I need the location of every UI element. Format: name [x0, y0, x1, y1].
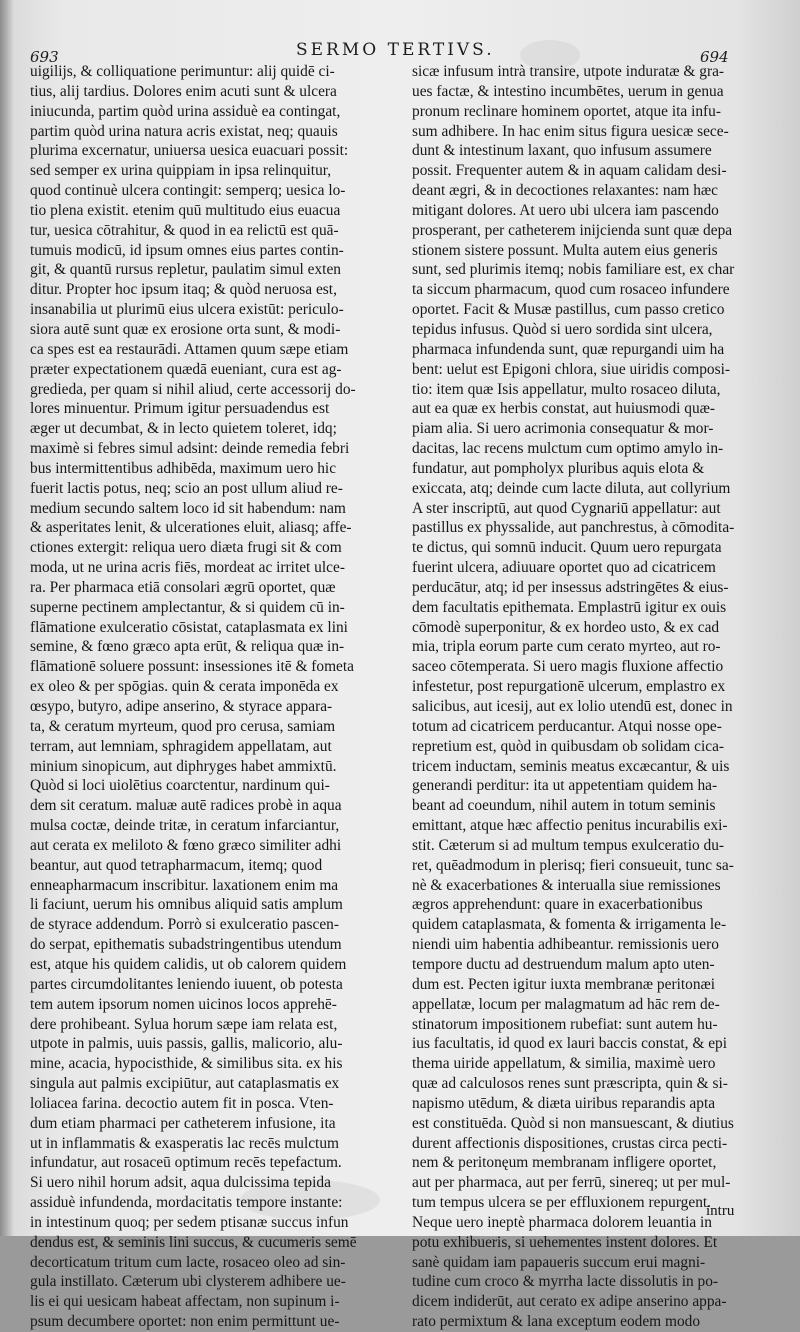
- text-line: durent affectionis dispositiones, crustas circa pecti-: [412, 1134, 728, 1152]
- text-line: napismo utēdum, & diæta uiribus reparandis apta: [412, 1094, 716, 1112]
- text-line: fundatur, aut pompholyx pluribus aquis elota &: [412, 459, 705, 477]
- text-line: flāmationē soluere possunt: insessiones itē & fometa: [30, 658, 354, 676]
- text-line: mulsa coctæ, deinde tritæ, in ceratum infarciantur,: [30, 817, 340, 835]
- text-line: uigilijs, & colliquatione perimuntur: alij quidē ci-: [30, 63, 335, 80]
- text-line: aut cerata ex meliloto & fœno græco similiter adhi: [30, 836, 342, 854]
- text-line: thema uiride appellatum, & similia, maximè uero: [412, 1055, 716, 1073]
- text-line: oportet. Facit & Musæ pastillus, cum passo cretico: [412, 301, 725, 319]
- text-line: ca spes est ea restaurādi. Attamen quum sæpe etiam: [30, 340, 349, 358]
- text-line: tempore ductu ad destruendum malum apto uten-: [412, 955, 715, 973]
- text-line: dem sit ceratum. maluæ autē radices probè in aqua: [30, 797, 342, 815]
- text-line: prosperant, per catheterem inijcienda sunt quæ depa: [412, 221, 733, 239]
- text-line: utpote in palmis, uuis passis, gallis, malicorio, alu-: [30, 1035, 343, 1053]
- text-line: ditur. Propter hoc ipsum itaq; & quòd neruosa est,: [30, 281, 337, 299]
- text-line: decorticatum tritum cum lacte, rosaceo oleo ad sin-: [30, 1253, 346, 1271]
- text-line: nem & peritonęum membranam infligere oportet,: [412, 1154, 717, 1172]
- text-line: do serpat, epithematis subadstringentibus utendum: [30, 936, 342, 954]
- text-line: aut per pharmaca, aut per ferrū, sinereq; ut per mul-: [412, 1174, 731, 1192]
- text-line: de styrace addendum. Porrò si exulceratio pascen-: [30, 916, 339, 934]
- text-line: quidem cataplasmata, & fomenta & irrigamenta le-: [412, 916, 727, 934]
- text-line: saceo cōtemperata. Si uero magis fluxione affectio: [412, 658, 724, 676]
- text-line: plurima excernatur, uniuersa uesica euacuari possit:: [30, 142, 349, 160]
- text-line: tur, uesica cōtrahitur, & quod in ea relictū est quā-: [30, 221, 339, 239]
- text-line: aut ea quæ ex herbis constat, aut huiusmodi quæ-: [412, 400, 716, 418]
- text-line: stionem sistere possunt. Multa autem eius generis: [412, 241, 718, 259]
- text-line: dum est. Pecten igitur iuxta membranæ peritonæi: [412, 975, 716, 993]
- text-line: & asperitates lenit, & ulcerationes eluit, aliasq; affe-: [30, 519, 352, 537]
- text-line: mine, acacia, hypocisthide, & similibus sita. ex his: [30, 1055, 343, 1073]
- text-line: stinatorum impositionem rubefiat: sunt autem hu-: [412, 1015, 718, 1033]
- text-line: gula instillato. Cæterum ubi clysterem adhibere ue-: [30, 1273, 346, 1291]
- text-line: beant ad coeundum, nihil autem in totum seminis: [412, 797, 716, 815]
- text-line: medium secundo saltem loco id sit habendum: nam: [30, 499, 346, 517]
- text-line: maximè si febres simul adsint: deinde remedia febri: [30, 440, 350, 458]
- text-line: assiduè infundenda, mordacitatis tempore instante:: [30, 1194, 343, 1212]
- text-line: dem facultatis epithemata. Emplastrū igitur ex ouis: [412, 598, 727, 616]
- text-line: totum ad cicatricem perducantur. Atqui nosse ope-: [412, 717, 722, 735]
- text-line: sunt, sed plurimis itemq; nobis familiare est, ex char: [412, 261, 735, 279]
- text-line: terram, aut lemniam, sphragidem appellatam, aut: [30, 737, 332, 755]
- text-line: sed semper ex urina quippiam in ipsa relinquitur,: [30, 162, 332, 180]
- text-line: ius facultatis, id quod ex lauri baccis constat, & epi: [412, 1035, 727, 1053]
- text-line: rato permixtum & lana exceptum eodem modo: [412, 1313, 701, 1331]
- text-line: siora autē sunt quæ ex erosione orta sunt, & modi-: [30, 320, 341, 338]
- text-line: moda, ut ne urina acris fiēs, mordeat ac irritet ulce-: [30, 559, 345, 577]
- text-line: cōmodè superponitur, & ex hordeo usto, & ex cad: [412, 618, 720, 636]
- text-line: tudine cum croco & myrrha lacte dissolutis in po-: [412, 1273, 719, 1291]
- text-line: flāmatione exulceratio cōsistat, cataplasmata ex lini: [30, 618, 348, 636]
- text-line: enneapharmacum inscribitur. laxationem enim ma: [30, 876, 339, 894]
- catchword: intru: [706, 1203, 735, 1219]
- text-line: ra. Per pharmaca etiā consolari ægrū oportet, quæ: [30, 578, 336, 596]
- text-line: tricem inductam, seminis meatus excæcantur, & uis: [412, 757, 730, 775]
- text-line: tio plena existit. etenim quū multitudo eius euacua: [30, 201, 341, 219]
- text-line: ex oleo & per spōgias. quin & cerata imponēda ex: [30, 678, 339, 696]
- text-line: superne pectinem amplectantur, & si quidem cū in-: [30, 598, 345, 616]
- text-line: tem autem ipsorum nomen uicinos locos apprehē-: [30, 995, 337, 1013]
- text-line: in intestinum quoq; per sedem ptisanæ succus infun: [30, 1213, 349, 1231]
- text-line: insanabilia ut plurimū eius ulcera existūt: periculo-: [30, 301, 344, 319]
- text-line: ues factæ, & intestino incumbētes, uerum in genua: [412, 82, 724, 100]
- text-line: sanè quidam iam papaueris succum erui magni-: [412, 1253, 706, 1271]
- text-line: mia, tripla eorum parte cum cerato myrteo, aut ro-: [412, 638, 721, 656]
- running-header: [0, 38, 800, 64]
- text-line: pronum reclinare hominem oportet, atque ita infu-: [412, 102, 721, 120]
- text-line: ægros apprehendunt: quare in exacerbationibus: [412, 896, 703, 914]
- text-line: fuerint ulcera, adiuuare oportet quo ad cicatricem: [412, 559, 716, 577]
- text-line: ta siccum pharmacum, quod cum rosaceo infundere: [412, 281, 730, 299]
- text-line: iniucunda, partim quòd urina assiduè ea contingat,: [30, 102, 341, 120]
- text-line: niendi uim habentia adhibeantur. remissionis uero: [412, 936, 719, 954]
- text-line: li faciunt, uerum his omnibus aliquid satis amplum: [30, 896, 343, 914]
- text-line: ctiones extergit: reliqua uero diæta frugi sit & com: [30, 539, 342, 557]
- text-line: æger ut decumbat, & in lecto quietem toleret, idq;: [30, 420, 337, 438]
- text-line: Neque uero ineptè pharmaca dolorem leuantia in: [412, 1213, 712, 1231]
- text-line: dendus est, & seminis lini succus, & cucumeris semē: [30, 1233, 357, 1251]
- text-line: est constituēda. Quòd si non mansuescant, & diutius: [412, 1114, 734, 1132]
- text-line: dacitas, lac recens mulctum cum optimo amylo in-: [412, 440, 724, 458]
- text-line: tum tempus ulcera se per effluxionem repurgent.: [412, 1194, 712, 1212]
- text-line: partes circumdolitantes leniendo iuuent, ob potesta: [30, 975, 343, 993]
- text-line: gredieda, per quam si nihil aliud, certe accessorij do-: [30, 380, 356, 398]
- text-line: stit. Cæterum si ad multum tempus exulceratio du-: [412, 836, 725, 854]
- text-line: tio: item quæ Isis appellatur, multo rosaceo diluta,: [412, 380, 721, 398]
- text-line: psum decumbere oportet: non enim permittunt ue-: [30, 1313, 340, 1331]
- binding-shadow: [0, 0, 14, 1236]
- text-line: minium sinopicum, aut diphryges habet ammixtū.: [30, 757, 337, 775]
- running-title: SERMO TERTIVS.: [296, 40, 495, 60]
- text-line: salicibus, aut icesij, aut ex lolio utendū est, donec in: [412, 698, 733, 715]
- text-line: loliacea farina. decoctio autem fit in posca. Vten-: [30, 1094, 334, 1112]
- text-line: dunt & intestinum laxant, quo infusum assumere: [412, 142, 712, 160]
- text-line: œsypo, butyro, adipe anserino, & styrace appara-: [30, 698, 333, 715]
- text-line: partim quòd urina natura acris existat, neq; quauis: [30, 122, 338, 140]
- text-line: quod continuè ulcera contingit: semperq; uesica lo-: [30, 182, 346, 200]
- text-line: dum etiam pharmaci per catheterem infusione, ita: [30, 1114, 336, 1132]
- text-line: beantur, aut quod tetrapharmacum, itemq; quod: [30, 856, 323, 874]
- text-line: est, atque his quidem calidis, ut ob calorem quidem: [30, 955, 347, 973]
- page-number-right: 694: [700, 48, 729, 66]
- text-line: perducātur, atq; id per insessus adstringētes & eius-: [412, 578, 729, 596]
- text-line: exiccata, atq; deinde cum lacte diluta, aut collyrium: [412, 479, 731, 497]
- text-line: quæ ad calculosos renes sunt præscripta, quin & si-: [412, 1075, 728, 1093]
- text-line: possit. Frequenter autem & in aquam calidam desi-: [412, 162, 727, 180]
- text-line: bus intermittentibus adhibēda, maximum uero hic: [30, 459, 337, 477]
- text-line: mitigant dolores. At uero ubi ulcera iam pascendo: [412, 201, 719, 219]
- text-line: A ster inscriptū, aut quod Cygnariū appellatur: aut: [412, 499, 721, 517]
- text-line: git, & quantū rursus repletur, paulatim simul exten: [30, 261, 341, 279]
- text-line: Quòd si loci uiolētius coarctentur, nardinum qui-: [30, 777, 330, 795]
- text-line: nè & exacerbationes & interualla siue remissiones: [412, 876, 721, 894]
- text-line: semine, & fœno græco apta erūt, & reliqua quæ in-: [30, 638, 345, 656]
- text-line: tius, alij tardius. Dolores enim acuti sunt & ulcera: [30, 82, 337, 100]
- text-line: dicem indiderūt, aut cerato ex adipe anserino appa-: [412, 1293, 727, 1311]
- text-line: appellatæ, locum per malagmatum ad hāc rem de-: [412, 995, 720, 1013]
- text-line: te dictus, qui somnū inducit. Quum uero repurgata: [412, 539, 722, 557]
- text-line: pastillus ex physsalide, aut panchrestus, à cōmodita-: [412, 519, 735, 537]
- text-line: dere prohibeant. Sylua horum sæpe iam relata est,: [30, 1015, 338, 1033]
- text-line: emittant, atque hæc affectio penitus incurabilis exi-: [412, 817, 728, 835]
- text-column-left: [30, 62, 406, 1331]
- text-line: præter expectationem quædā eueniant, cura est ag-: [30, 360, 342, 378]
- text-line: deant ægri, & in decoctiones relaxantes: nam hæc: [412, 182, 719, 200]
- text-line: piam alia. Si uero acrimonia consequatur & mor-: [412, 420, 714, 438]
- text-line: ta, & ceratum myrteum, quod pro cerusa, samiam: [30, 717, 336, 735]
- text-line: pharmaca infundenda sunt, quæ repurgandi uim ha: [412, 340, 725, 358]
- text-line: tumuis modicū, id ipsum omnes eius partes contin-: [30, 241, 344, 259]
- text-line: ret, quēadmodum in plerisq; fieri consueuit, tunc sa-: [412, 856, 734, 874]
- text-column-right: [412, 62, 742, 1331]
- text-line: repretium est, quòd in quibusdam ob solidam cica-: [412, 737, 725, 755]
- text-line: Si uero nihil horum adsit, aqua dulcissima tepida: [30, 1174, 331, 1192]
- text-line: singula aut palmis excipiūtur, aut cataplasmatis ex: [30, 1075, 340, 1093]
- text-line: fuerit lactis potus, neq; scio an post ullum aliud re-: [30, 479, 343, 497]
- text-line: ut in inflammatis & exasperatis lac recēs mulctum: [30, 1134, 340, 1152]
- text-line: sicæ infusum intrà transire, utpote induratæ & gra-: [412, 63, 725, 80]
- text-line: generandi perditur: ita ut appetentiam quidem ha-: [412, 777, 718, 795]
- text-line: bent: uelut est Epigoni chlora, siue uiridis composi-: [412, 360, 731, 378]
- text-line: potu exhibueris, si uehementes instent dolores. Et: [412, 1233, 718, 1251]
- text-line: infundatur, aut rosaceū optimum recēs tepefactum.: [30, 1154, 342, 1172]
- page-number-left: 693: [30, 48, 59, 66]
- text-line: sum adhibere. In hac enim situs figura uesicæ sece-: [412, 122, 729, 140]
- text-line: lores minuentur. Primum igitur persuadendus est: [30, 400, 330, 418]
- text-line: infestetur, post repurgationē ulcerum, emplastro ex: [412, 678, 726, 696]
- text-line: tepidus infusus. Quòd si uero sordida sint ulcera,: [412, 320, 713, 338]
- text-line: lis ei qui uesicam habeat affectam, non supinum i-: [30, 1293, 340, 1311]
